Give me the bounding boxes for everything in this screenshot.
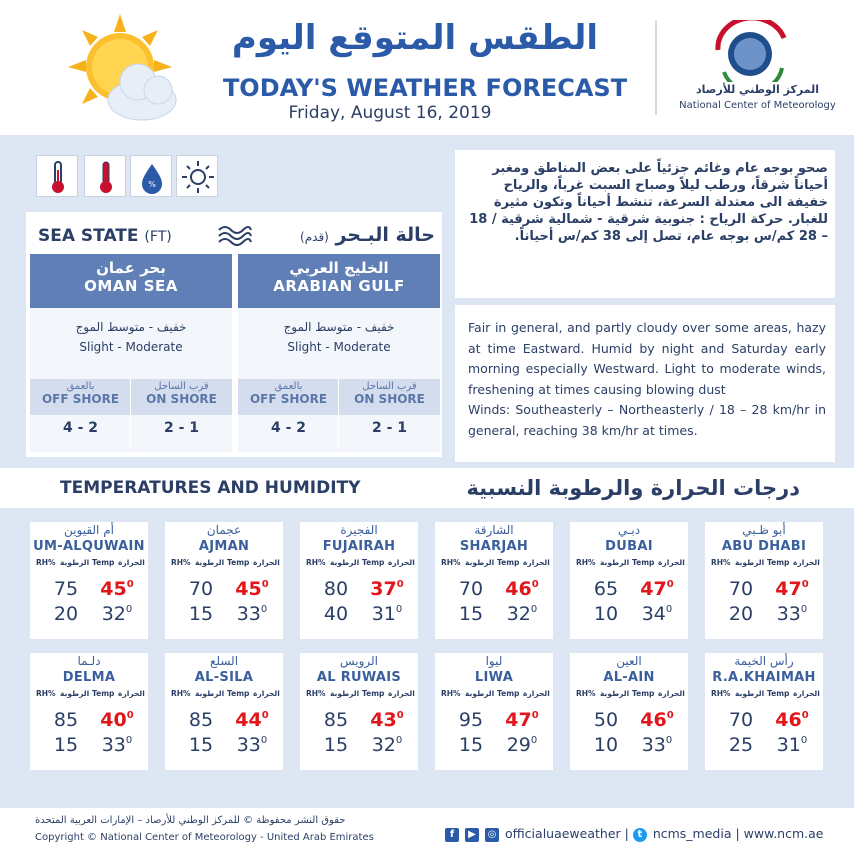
social-links: f ▶ ◎ officialuaeweather | t ncms_media | www.ncm.ae <box>445 826 845 842</box>
temp-col-label-arabic: الحرارة <box>118 558 145 567</box>
facebook-icon[interactable]: f <box>445 828 459 842</box>
sea-desc-arabic: خفيف - متوسط الموج <box>75 320 187 334</box>
forecast-summary: Fair in general, and partly cloudy over some areas, hazy at time Eastward. Humid by night and Saturday early morning especially Westward. Light to moderate winds, freshening at times causing blowing dust <box>468 320 826 397</box>
offshore-value: 4 - 2 <box>270 420 307 436</box>
ncm-logo <box>706 20 796 82</box>
temp-min: $31^0$ <box>371 603 403 625</box>
rh-col-label-arabic: الرطوبة <box>600 558 630 567</box>
humidity-max: 85 <box>188 709 214 731</box>
rh-col-label-arabic: الرطوبة <box>60 689 90 698</box>
city-name-arabic: دلـما <box>77 654 101 668</box>
temp-max: $37^0$ <box>370 578 404 600</box>
city-name-arabic: الشارقة <box>474 523 514 537</box>
temp-min: $33^0$ <box>776 603 808 625</box>
humidity-max: 95 <box>458 709 484 731</box>
city-card <box>165 653 283 770</box>
offshore-header: بالعمق OFF SHORE <box>238 379 339 415</box>
city-card <box>570 522 688 639</box>
humidity-max: 70 <box>728 578 754 600</box>
city-name: FUJAIRAH <box>322 539 396 554</box>
temp-min: $29^0$ <box>506 734 538 756</box>
copyright: Copyright © National Center of Meteorology - United Arab Emirates <box>35 832 374 843</box>
waves-icon <box>217 222 253 246</box>
city-name: LIWA <box>474 670 514 685</box>
rh-col-label: RH% <box>171 558 191 567</box>
thermometer-hot-icon <box>84 155 126 197</box>
city-name-arabic: أبو ظـبي <box>742 523 786 537</box>
city-card <box>165 522 283 639</box>
humidity-min: 20 <box>728 603 754 625</box>
rh-col-label-arabic: الرطوبة <box>735 558 765 567</box>
humidity-min: 10 <box>593 603 619 625</box>
humidity-max: 65 <box>593 578 619 600</box>
temp-min: $32^0$ <box>506 603 538 625</box>
temperatures-title-arabic: درجات الحرارة والرطوبة النسبية <box>466 476 800 500</box>
temp-max: $44^0$ <box>235 709 269 731</box>
city-name: AJMAN <box>198 539 250 554</box>
temp-min: $32^0$ <box>371 734 403 756</box>
humidity-min: 20 <box>53 603 79 625</box>
humidity-drop-icon <box>130 155 172 197</box>
rh-col-label: RH% <box>306 689 326 698</box>
temp-max: $47^0$ <box>775 578 809 600</box>
city-card <box>30 653 148 770</box>
temp-min: $33^0$ <box>236 734 268 756</box>
oman-sea-card <box>30 254 232 452</box>
rh-col-label-arabic: الرطوبة <box>195 558 225 567</box>
temp-col-label-arabic: الحرارة <box>523 558 550 567</box>
temp-max: $47^0$ <box>505 709 539 731</box>
twitter-icon[interactable]: t <box>633 828 647 842</box>
svg-text:%: % <box>148 180 156 189</box>
temp-col-label-arabic: الحرارة <box>118 689 145 698</box>
page-title: TODAY'S WEATHER FORECAST <box>222 74 628 102</box>
forecast-date: Friday, August 16, 2019 <box>288 103 492 123</box>
arabian-gulf-header: الخليج العربي ARABIAN GULF <box>238 254 440 308</box>
rh-col-label: RH% <box>711 558 731 567</box>
rh-col-label-arabic: الرطوبة <box>330 558 360 567</box>
humidity-max: 70 <box>728 709 754 731</box>
temp-col-label: Temp <box>227 689 250 698</box>
offshore-value: 4 - 2 <box>62 420 99 436</box>
temp-max: $46^0$ <box>505 578 539 600</box>
humidity-min: 15 <box>323 734 349 756</box>
city-card <box>435 653 553 770</box>
sea-state-unit: (FT) <box>144 229 172 245</box>
rh-col-label-arabic: الرطوبة <box>600 689 630 698</box>
humidity-min: 15 <box>458 603 484 625</box>
rh-col-label: RH% <box>441 689 461 698</box>
temp-col-label: Temp <box>497 689 520 698</box>
city-card <box>300 522 418 639</box>
sea-state-title: SEA STATE (FT) <box>38 226 172 246</box>
temp-min: $34^0$ <box>641 603 673 625</box>
city-name-arabic: السلع <box>209 654 239 668</box>
city-name-arabic: ليوا <box>485 654 503 668</box>
temp-col-label-arabic: الحرارة <box>253 689 280 698</box>
temp-col-label: Temp <box>227 558 250 567</box>
org-name-arabic: المركز الوطني للأرصاد <box>695 83 819 96</box>
city-name: AL-AIN <box>603 670 655 685</box>
temp-min: $32^0$ <box>101 603 133 625</box>
temp-max: $43^0$ <box>370 709 404 731</box>
temp-col-label-arabic: الحرارة <box>658 689 685 698</box>
city-name-arabic: رأس الخيمة <box>734 654 794 668</box>
humidity-min: 15 <box>53 734 79 756</box>
sea-state-title-arabic: حالة البـحر (قدم) <box>300 224 435 246</box>
temp-col-label: Temp <box>632 558 655 567</box>
temp-min: $31^0$ <box>776 734 808 756</box>
offshore-header: بالعمق OFF SHORE <box>30 379 131 415</box>
humidity-max: 80 <box>323 578 349 600</box>
city-card <box>705 653 823 770</box>
rh-col-label-arabic: الرطوبة <box>465 558 495 567</box>
sea-desc: Slight - Moderate <box>287 340 391 354</box>
temp-col-label: Temp <box>767 558 790 567</box>
sun-icon <box>176 155 218 197</box>
humidity-min: 15 <box>458 734 484 756</box>
temp-col-label: Temp <box>632 689 655 698</box>
twitter-handle[interactable]: ncms_media <box>652 826 732 841</box>
header-divider <box>655 20 657 115</box>
temp-max: $46^0$ <box>775 709 809 731</box>
rh-col-label: RH% <box>306 558 326 567</box>
humidity-min: 40 <box>323 603 349 625</box>
rh-col-label: RH% <box>576 558 596 567</box>
city-card <box>300 653 418 770</box>
city-name: DUBAI <box>605 539 653 554</box>
copyright-arabic: حقوق النشر محفوظة © للمركز الوطني للأرصاد – الإمارات العربية المتحدة <box>35 815 346 826</box>
temp-max: $45^0$ <box>100 578 134 600</box>
city-name-arabic: دبـي <box>617 523 641 537</box>
sea-desc-arabic: خفيف - متوسط الموج <box>283 320 395 334</box>
oman-sea-header: بحر عمان OMAN SEA <box>30 254 232 308</box>
rh-col-label-arabic: الرطوبة <box>330 689 360 698</box>
rh-col-label: RH% <box>576 689 596 698</box>
rh-col-label: RH% <box>171 689 191 698</box>
city-card <box>435 522 553 639</box>
humidity-min: 15 <box>188 603 214 625</box>
temperatures-title: TEMPERATURES AND HUMIDITY <box>60 478 361 498</box>
temp-col-label: Temp <box>362 689 385 698</box>
city-name: AL RUWAIS <box>316 670 402 685</box>
humidity-min: 25 <box>728 734 754 756</box>
rh-col-label: RH% <box>36 558 56 567</box>
temp-col-label-arabic: الحرارة <box>253 558 280 567</box>
temp-col-label-arabic: الحرارة <box>523 689 550 698</box>
rh-col-label-arabic: الرطوبة <box>735 689 765 698</box>
humidity-max: 85 <box>53 709 79 731</box>
forecast-winds: Winds: Southeasterly – Northeasterly / 18 – 28 km/hr in general, reaching 38 km/hr at times. <box>468 402 826 438</box>
temp-min: $33^0$ <box>101 734 133 756</box>
city-name-arabic: الفجيرة <box>340 523 378 537</box>
temp-col-label: Temp <box>92 558 115 567</box>
youtube-icon[interactable]: ▶ <box>465 828 479 842</box>
city-name: ABU DHABI <box>721 539 807 554</box>
temp-max: $45^0$ <box>235 578 269 600</box>
sea-desc: Slight - Moderate <box>79 340 183 354</box>
rh-col-label: RH% <box>36 689 56 698</box>
humidity-max: 70 <box>188 578 214 600</box>
thermometer-icon <box>36 155 78 197</box>
onshore-header: قرب الساحل ON SHORE <box>339 379 440 415</box>
onshore-value: 2 - 1 <box>371 420 408 436</box>
rh-col-label-arabic: الرطوبة <box>465 689 495 698</box>
title-arabic: الطقس المتوقع اليوم <box>231 18 599 58</box>
temp-min: $33^0$ <box>236 603 268 625</box>
temp-col-label: Temp <box>497 558 520 567</box>
instagram-icon[interactable]: ◎ <box>485 828 499 842</box>
temp-col-label: Temp <box>362 558 385 567</box>
rh-col-label: RH% <box>711 689 731 698</box>
temp-col-label-arabic: الحرارة <box>793 558 820 567</box>
onshore-header: قرب الساحل ON SHORE <box>131 379 232 415</box>
city-card <box>570 653 688 770</box>
temp-col-label: Temp <box>767 689 790 698</box>
city-name: SHARJAH <box>459 539 529 554</box>
city-name-arabic: العين <box>616 654 642 668</box>
forecast-text-arabic: صحو بوجه عام وغائم جزئياً على بعض المناطق ومغبر أحياناً شرقاً، ورطب ليلاً وصباح السبت غرباً، والرياح خفيفة الى معتدلة السرعة، تنشط أحياناً وتكون مثيرة للغبار. حركة الرياح : جنوبية شرقية - شمالية شرقية / 18 – 28 كم/س بوجه عام، تصل إلى 38 كم/س أحياناً. <box>469 161 828 244</box>
humidity-max: 75 <box>53 578 79 600</box>
humidity-max: 70 <box>458 578 484 600</box>
city-name-arabic: الرويس <box>339 654 379 668</box>
city-name: UM-ALQUWAIN <box>33 539 145 554</box>
temp-max: $46^0$ <box>640 709 674 731</box>
humidity-max: 50 <box>593 709 619 731</box>
city-name: AL-SILA <box>194 670 254 685</box>
city-name: R.A.KHAIMAH <box>712 670 816 685</box>
forecast-text <box>468 318 826 441</box>
rh-col-label-arabic: الرطوبة <box>195 689 225 698</box>
temp-col-label-arabic: الحرارة <box>793 689 820 698</box>
humidity-max: 85 <box>323 709 349 731</box>
org-name: National Center of Meteorology <box>679 100 836 111</box>
rh-col-label: RH% <box>441 558 461 567</box>
temp-col-label-arabic: الحرارة <box>388 689 415 698</box>
temp-col-label-arabic: الحرارة <box>658 558 685 567</box>
city-name-arabic: أم القيوين <box>64 523 114 537</box>
city-card <box>705 522 823 639</box>
city-name-arabic: عجمان <box>206 523 242 537</box>
temp-max: $40^0$ <box>100 709 134 731</box>
city-name: DELMA <box>62 670 116 685</box>
temp-col-label-arabic: الحرارة <box>388 558 415 567</box>
rh-col-label-arabic: الرطوبة <box>60 558 90 567</box>
humidity-min: 15 <box>188 734 214 756</box>
social-handle[interactable]: officialuaeweather <box>504 826 621 841</box>
onshore-value: 2 - 1 <box>163 420 200 436</box>
temp-max: $47^0$ <box>640 578 674 600</box>
website-link[interactable]: www.ncm.ae <box>743 826 824 841</box>
temp-col-label: Temp <box>92 689 115 698</box>
city-card <box>30 522 148 639</box>
arabian-gulf-card <box>238 254 440 452</box>
sun-cloud-icon <box>50 12 180 127</box>
temp-min: $33^0$ <box>641 734 673 756</box>
humidity-min: 10 <box>593 734 619 756</box>
